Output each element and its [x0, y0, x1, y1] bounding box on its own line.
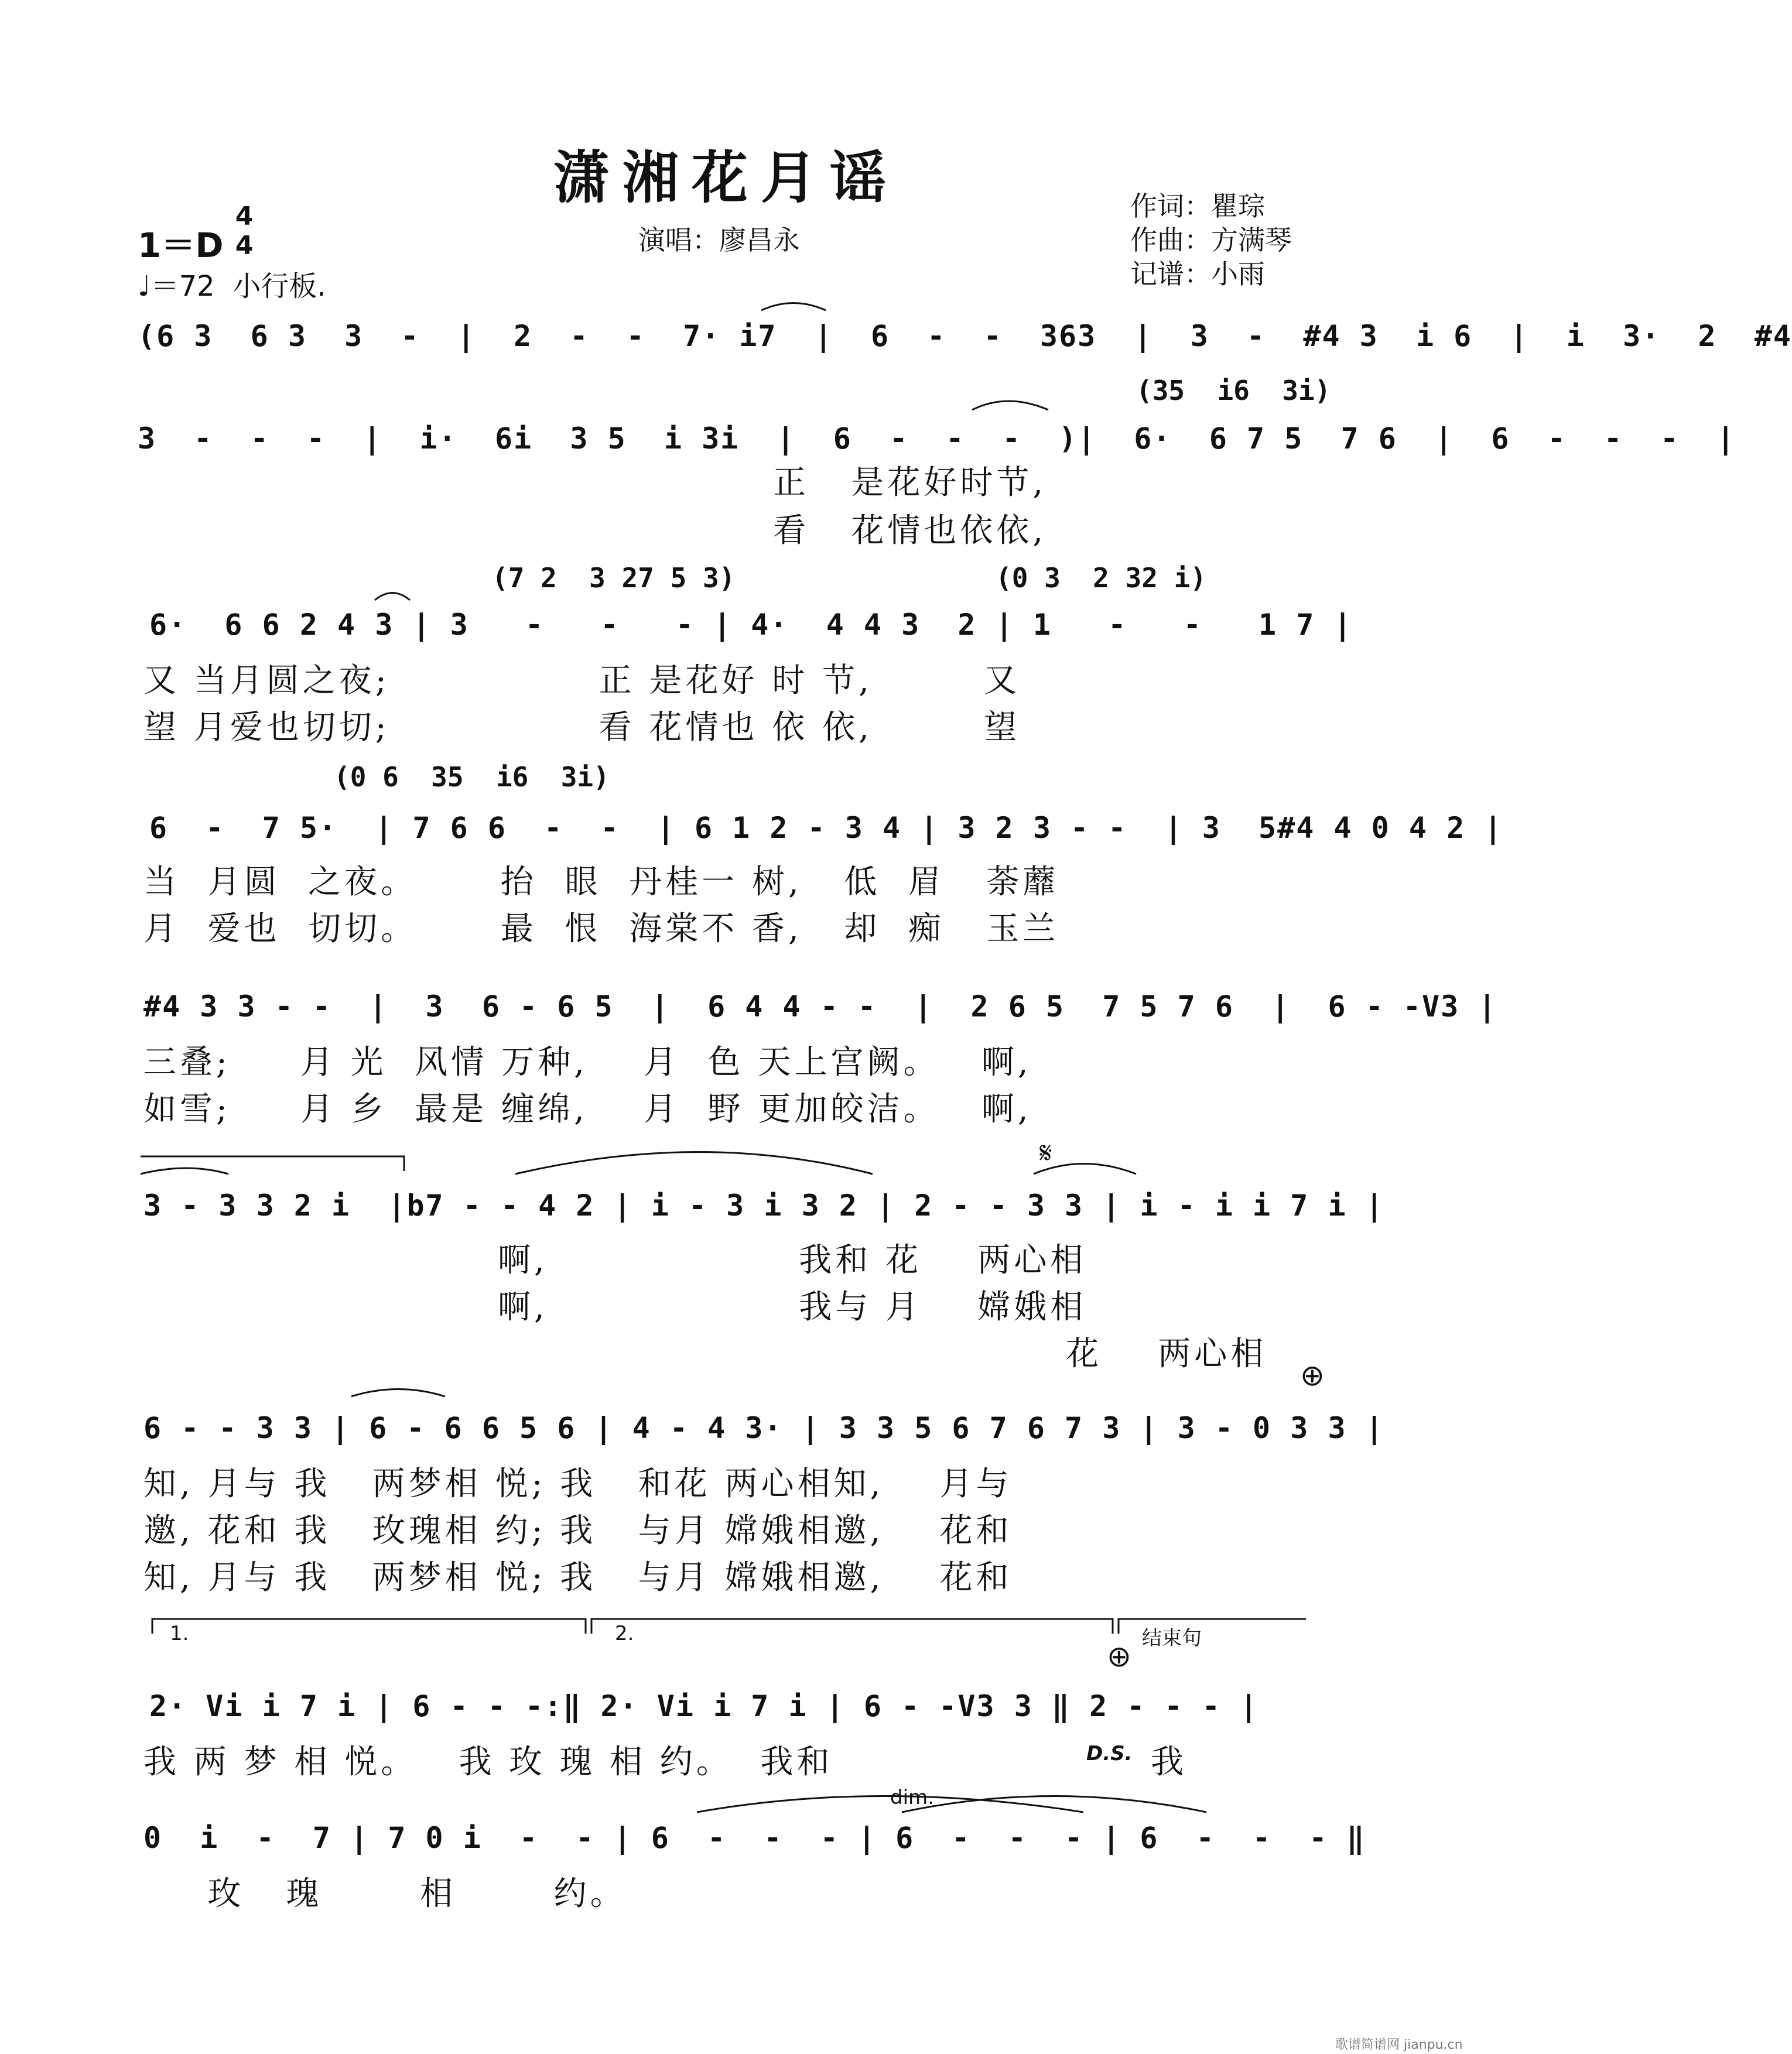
notes-line-6: 3 - 3 3 2 i |b7 - - 4 2 | i - 3 i 3 2 | 2 - - 3 3 | i - i i 7 i |	[143, 1189, 1384, 1223]
volta-2-label: 2.	[615, 1622, 634, 1645]
lyric-line-7b: 邀, 花和 我 玫瑰相 约; 我 与月 嫦娥相邀, 花和	[143, 1512, 1013, 1550]
lyric-line-9: 玫 瑰 相 约。	[208, 1875, 627, 1913]
lyric-line-6c: 花 两心相	[1066, 1335, 1267, 1373]
volta-1-label: 1.	[170, 1622, 189, 1645]
volta-1-bracket	[152, 1619, 586, 1634]
composer-credit: 作曲：方满琴	[1130, 224, 1292, 256]
lyric-line-2a: 正 是花好时节,	[773, 464, 1047, 502]
tie-line-3a	[375, 593, 410, 601]
tie-line-6b	[141, 1168, 228, 1174]
notes-line-7: 6 - - 3 3 | 6 - 6 6 5 6 | 4 - 4 3· | 3 3 5 6 7 6 7 3 | 3 - 0 3 3 |	[143, 1411, 1384, 1445]
lyric-line-8-end: 我	[1151, 1743, 1187, 1781]
watermark: 歌谱简谱网 jianpu.cn	[1335, 2038, 1463, 2052]
lyric-line-8: 我 两 梦 相 悦。 我 玫 瑰 相 约。 我和	[143, 1743, 833, 1781]
segno-sign: 𝄋	[1039, 1136, 1052, 1170]
lyric-line-4b: 月 爱也 切切。 最 恨 海棠不 香, 却 痴 玉兰	[143, 910, 1059, 948]
time-signature-top: 4	[235, 201, 254, 231]
lyric-line-2b: 看 花情也依依,	[773, 512, 1047, 550]
volta-2-bracket	[591, 1619, 1113, 1634]
tie-line-7	[351, 1389, 445, 1397]
lyric-line-3a: 又 当月圆之夜; 正 是花好 时 节, 又	[143, 662, 1021, 700]
ds-marking: D.S.	[1086, 1742, 1133, 1765]
lyric-line-5a: 三叠; 月 光 风情 万种, 月 色 天上宫阙。 啊,	[143, 1043, 1032, 1081]
coda-sign-2: ⊕	[1107, 1639, 1131, 1673]
lyric-line-6a: 啊, 我和 花 两心相	[498, 1241, 1087, 1279]
notes-line-9: 0 i - 7 | 7 0 i - - | 6 - - - | 6 - - - | 6 - - - ‖	[143, 1821, 1366, 1855]
intro-phrase-4: (0 6 35 i6 3i)	[334, 761, 610, 793]
tempo-marking: ♩＝72 小行板.	[138, 270, 326, 303]
tie-line-6	[1034, 1164, 1136, 1175]
intro-phrase-3b: (0 3 2 32 i)	[996, 562, 1207, 594]
lyric-line-3b: 望 月爱也切切; 看 花情也 依 依, 望	[143, 708, 1021, 747]
notes-line-4: 6 - 7 5· | 7 6 6 - - | 6 1 2 - 3 4 | 3 2 3 - - | 3 5#4 4 0 4 2 |	[149, 811, 1503, 845]
notes-line-5: #4 3 3 - - | 3 6 - 6 5 | 6 4 4 - - | 2 6 5 7 5 7 6 | 6 - -V3 |	[143, 990, 1497, 1023]
lyric-line-7c: 知, 月与 我 两梦相 悦; 我 与月 嫦娥相邀, 花和	[143, 1559, 1013, 1597]
ending-label: 结束句	[1142, 1627, 1202, 1650]
notes-line-8: 2· Vi i 7 i | 6 - - -:‖ 2· Vi i 7 i | 6 - -V3 3 ‖ 2 - - - |	[149, 1689, 1259, 1723]
time-signature-bottom: 4	[235, 231, 254, 261]
lyric-line-4a: 当 月圆 之夜。 抬 眼 丹桂一 树, 低 眉 荼蘼	[143, 863, 1059, 901]
singer-credit: 演唱：廖昌永	[638, 224, 800, 256]
lyric-line-6b: 啊, 我与 月 嫦娥相	[498, 1288, 1087, 1326]
lyric-line-7a: 知, 月与 我 两梦相 悦; 我 和花 两心相知, 月与	[143, 1465, 1013, 1503]
intro-phrase-2: (35 i6 3i)	[1136, 375, 1331, 406]
triplet-slur	[761, 303, 826, 311]
key-signature: 1＝D	[138, 225, 224, 265]
notes-line-1: (6 3 6 3 3 - | 2 - - 7· i7 | 6 - - 363 | 3 - #4 3 i 6 | i 3· 2 #4	[138, 319, 1792, 353]
tie-line-2	[972, 401, 1048, 410]
slur-line-6	[515, 1152, 873, 1175]
notes-line-2: 3 - - - | i· 6i 3 5 i 3i | 6 - - - )| 6· 6 7 5 7 6 | 6 - - - |	[138, 422, 1736, 456]
transcriber-credit: 记谱：小雨	[1130, 258, 1265, 290]
dim-slur-1	[697, 1796, 1083, 1813]
notes-line-3: 6· 6 6 2 4 3 | 3 - - - | 4· 4 4 3 2 | 1 - - 1 7 |	[149, 608, 1353, 642]
song-title: 潇湘花月谣	[553, 145, 899, 211]
dim-marking: dim.	[890, 1786, 934, 1809]
ending-bracket	[1119, 1619, 1306, 1634]
intro-phrase-3a: (7 2 3 27 5 3)	[492, 562, 736, 594]
lyric-line-5b: 如雪; 月 乡 最是 缠绵, 月 野 更加皎洁。 啊,	[143, 1090, 1032, 1128]
coda-sign: ⊕	[1300, 1358, 1325, 1392]
lyricist-credit: 作词：瞿琮	[1130, 190, 1265, 222]
